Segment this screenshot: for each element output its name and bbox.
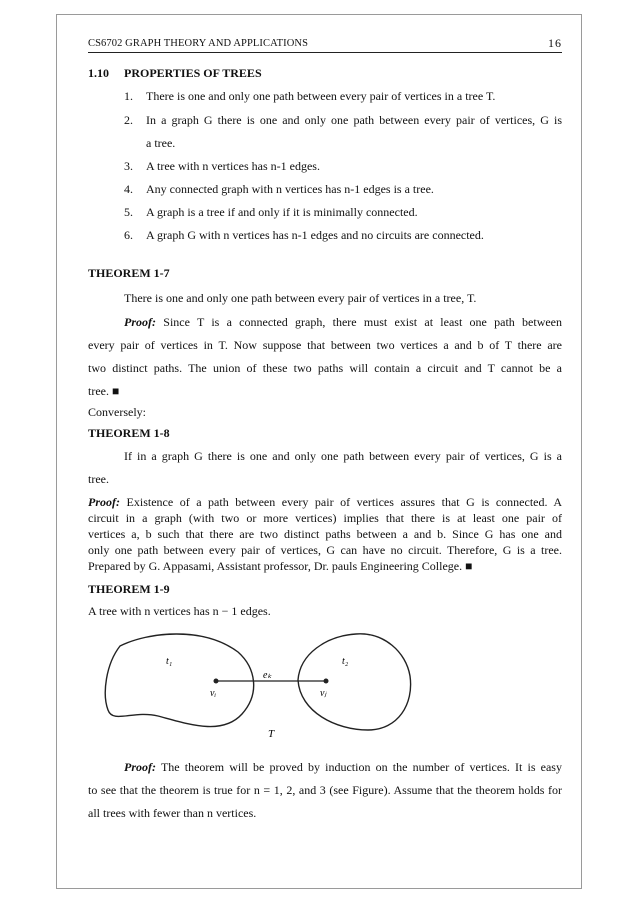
theorem-1-8-proof-end: Prepared by G. Appasami, Assistant professor, Dr. pauls Engineering College. ■ <box>88 559 473 573</box>
theorem-1-7-proof-line: Proof: Since T is a connected graph, there must exist at least one path between <box>124 315 563 329</box>
section-number: 1.10 <box>88 66 109 80</box>
list-item-text: A graph is a tree if and only if it is minimally connected. <box>146 205 418 219</box>
theorem-1-8-statement: tree. <box>88 472 109 486</box>
theorem-1-8-proof-line: Proof: Existence of a path between every pair of vertices assures that G is connected. A <box>88 495 563 509</box>
theorem-1-9-title: THEOREM 1-9 <box>88 582 170 596</box>
vertex-vi <box>214 679 219 684</box>
list-item: 6. <box>124 228 133 242</box>
theorem-1-8-proof-line: vertices a, b such that there are two distinct paths between a and b. Since G has one and <box>88 527 562 541</box>
figure-caption: T <box>268 728 275 740</box>
theorem-1-7-proof-line: two distinct paths. The union of these two paths will contain a circuit and T cannot be a <box>88 361 562 375</box>
proof-label: Proof: <box>88 495 120 509</box>
vertex-vj <box>324 679 329 684</box>
list-item: 5. <box>124 205 133 219</box>
label-vj: vⱼ <box>320 688 327 699</box>
course-title: CS6702 GRAPH THEORY AND APPLICATIONS <box>88 38 309 49</box>
proof-label: Proof: <box>124 315 156 329</box>
list-item-text: There is one and only one path between every pair of vertices in a tree T. <box>146 89 496 103</box>
list-item-text: a tree. <box>146 136 176 150</box>
list-item-text: In a graph G there is one and only one path between every pair of vertices, G is <box>146 113 562 127</box>
theorem-1-9-proof-line: to see that the theorem is true for n = 1, 2, and 3 (see Figure). Assume that the theorem holds for <box>88 783 562 797</box>
list-item-text: A graph G with n vertices has n-1 edges and no circuits are connected. <box>146 228 484 242</box>
list-item-text: Any connected graph with n vertices has n-1 edges is a tree. <box>146 182 434 196</box>
theorem-1-7-title: THEOREM 1-7 <box>88 266 170 280</box>
theorem-1-7-statement: There is one and only one path between every pair of vertices in a tree, T. <box>124 291 477 305</box>
list-item: 2. <box>124 113 133 127</box>
theorem-1-7-proof-end: tree. ■ <box>88 384 120 398</box>
label-ek: eₖ <box>263 670 272 681</box>
theorem-1-8-proof-line: circuit in a graph (with two or more vertices) implies that there is at least one pair of <box>88 511 562 525</box>
list-item: 3. <box>124 159 133 173</box>
theorem-1-9-proof-line: all trees with fewer than n vertices. <box>88 806 257 820</box>
section-title: PROPERTIES OF TREES <box>124 66 262 80</box>
list-item: 1. <box>124 89 133 103</box>
list-item: 4. <box>124 182 133 196</box>
page-header <box>88 36 562 53</box>
subtree-t1-boundary <box>105 634 253 727</box>
conversely-label: Conversely: <box>88 405 146 419</box>
tree-figure <box>88 622 562 746</box>
label-t2: t₂ <box>342 656 349 667</box>
theorem-1-9-statement: A tree with n vertices has n − 1 edges. <box>88 604 271 618</box>
theorem-1-9-proof-line: Proof: The theorem will be proved by induction on the number of vertices. It is easy <box>124 760 562 774</box>
theorem-1-8-title: THEOREM 1-8 <box>88 426 170 440</box>
theorem-1-8-statement: If in a graph G there is one and only one path between every pair of vertices, G is a <box>124 449 562 463</box>
list-item-text: A tree with n vertices has n-1 edges. <box>146 159 320 173</box>
label-vi: vᵢ <box>210 688 217 699</box>
label-t1: t₁ <box>166 656 173 667</box>
subtree-t2-boundary <box>298 634 411 730</box>
page-number: 16 <box>548 36 562 50</box>
theorem-1-8-proof-line: only one path between every pair of vertices, G can have no circuit. Therefore, G is a tree. <box>88 543 562 557</box>
theorem-1-7-proof-line: every pair of vertices in T. Now suppose that between two vertices a and b of T there are <box>88 338 562 352</box>
proof-label: Proof: <box>124 760 156 774</box>
